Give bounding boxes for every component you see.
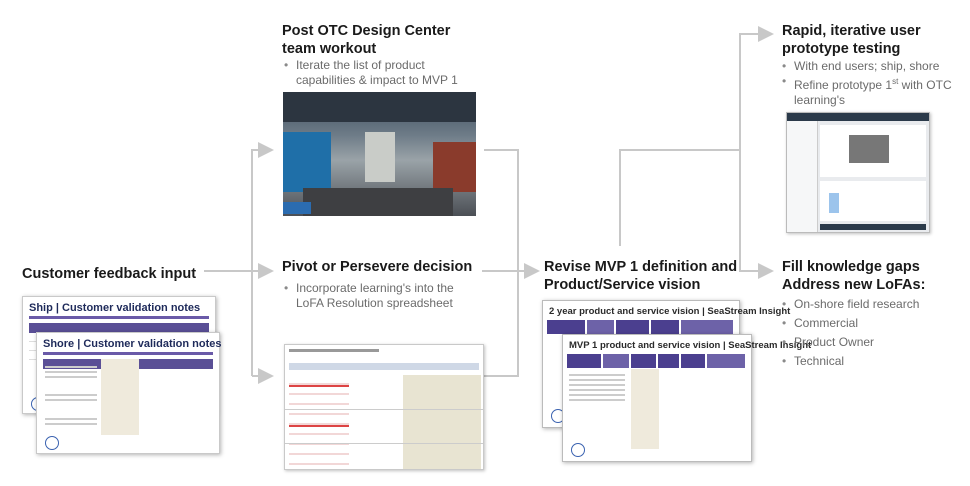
arrow-revise-to-rapid: [620, 34, 770, 246]
pivot-bullets: • Incorporate learning's into the LoFA Resolution spreadsheet: [284, 281, 484, 311]
gaps-bullets: • On-shore field research • Commercial • Product Owner • Technical: [782, 297, 957, 373]
design-center-photo: [283, 92, 476, 216]
ship-doc-title: Ship | Customer validation notes: [29, 302, 201, 314]
workout-bullets: • Iterate the list of product capabilities & impact to MVP 1: [284, 58, 474, 88]
lofa-resolution-spreadsheet: [284, 344, 484, 470]
ge-logo-icon: [45, 436, 59, 450]
prototype-app-screenshot: [786, 112, 930, 233]
ge-logo-icon: [571, 443, 585, 457]
shore-doc-title: Shore | Customer validation notes: [43, 338, 222, 350]
arrow-workout-connector: [484, 150, 518, 376]
workout-title: Post OTC Design Center team workout: [282, 23, 451, 57]
two-year-vision-title: 2 year product and service vision | SeaStream Insight: [549, 306, 791, 317]
mvp1-vision-title: MVP 1 product and service vision | SeaStream Insight: [569, 340, 812, 351]
mvp1-vision-doc: [562, 334, 812, 462]
shore-validation-notes-doc: [36, 332, 220, 454]
pivot-title: Pivot or Persevere decision: [282, 259, 473, 275]
rapid-title: Rapid, iterative user prototype testing: [782, 23, 921, 57]
arrow-revise-to-gaps: [740, 150, 770, 271]
rapid-bullets: • With end users; ship, shore • Refine prototype 1st with OTC learning's: [782, 59, 957, 108]
customer-feedback-title: Customer feedback input: [22, 266, 197, 282]
gaps-title: Fill knowledge gaps Address new LoFAs:: [782, 259, 926, 293]
revise-title: Revise MVP 1 definition and Product/Service vision: [544, 259, 738, 293]
arrow-branch-up-to-workout: [252, 150, 270, 376]
